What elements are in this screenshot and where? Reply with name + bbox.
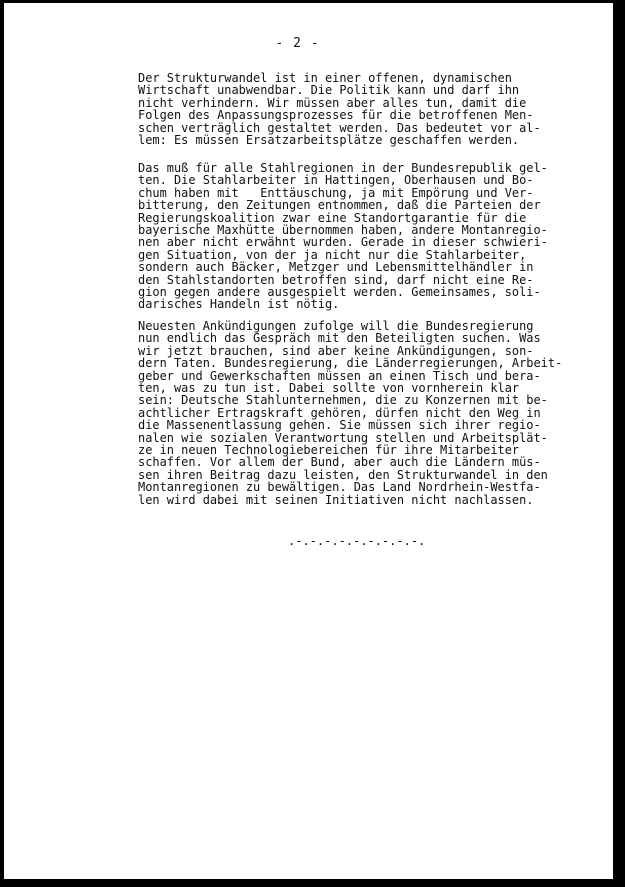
text-line: schaffen. Vor allem der Bund, aber auch die Ländern müs- (138, 455, 541, 470)
text-line: die Massenentlassung gehen. Sie müssen sich ihrer regio- (138, 418, 541, 433)
page-number: - 2 - (275, 36, 320, 51)
text-line: gion gegen andere ausgespielt werden. Gemeinsames, soli- (138, 285, 541, 300)
text-line: ten. Die Stahlarbeiter in Hattingen, Oberhausen und Bo- (138, 173, 534, 188)
paragraph-2 (138, 162, 568, 311)
text-line: Folgen des Anpassungsprozesses für die betroffenen Men- (138, 108, 534, 123)
closing-separator: .-.-.-.-.-.-.-.-.-. (288, 534, 426, 548)
text-line: chum haben mit Enttäuschung, ja mit Empörung und Ver- (138, 185, 534, 200)
text-line: geber und Gewerkschaften müssen an einen Tisch und bera- (138, 368, 541, 383)
text-line: Der Strukturwandel ist in einer offenen, dynamischen (138, 71, 512, 85)
text-line: nun endlich das Gespräch mit den Beteiligten suchen. Was (138, 331, 541, 346)
paragraph-3 (138, 320, 568, 506)
text-line: schen verträglich gestaltet werden. Das bedeutet vor al- (138, 120, 541, 135)
text-line: sondern auch Bäcker, Metzger und Lebensmittelhändler in (138, 260, 534, 275)
text-line: dern Taten. Bundesregierung, die Länderregierungen, Arbeit- (138, 356, 563, 371)
text-line: den Stahlstandorten betroffen sind, darf nicht eine Re- (138, 272, 534, 287)
text-line: wir jetzt brauchen, sind aber keine Ankündigungen, son- (138, 343, 534, 358)
text-line: gen Situation, von der ja nicht nur die Stahlarbeiter, (138, 247, 527, 262)
text-line: Regierungskoalition zwar eine Standortgarantie für die (138, 210, 527, 225)
text-line: Das muß für alle Stahlregionen in der Bundesrepublik gel- (138, 161, 548, 175)
text-line: lem: Es müssen Ersatzarbeitsplätze geschaffen werden. (138, 133, 520, 148)
text-line: sen ihren Beitrag dazu leisten, den Strukturwandel in den (138, 467, 548, 482)
text-line: Montanregionen zu bewältigen. Das Land Nordrhein-Westfa- (138, 480, 541, 495)
text-line: darisches Handeln ist nötig. (138, 297, 340, 312)
text-line: len wird dabei mit seinen Initiativen nicht nachlassen. (138, 492, 534, 507)
text-line: nalen wie sozialen Verantwortung stellen und Arbeitsplät- (138, 430, 548, 445)
text-line: Wirtschaft unabwendbar. Die Politik kann und darf ihn (138, 83, 520, 98)
text-line: Neuesten Ankündigungen zufolge will die Bundesregierung (138, 319, 534, 333)
text-line: bayerische Maxhütte übernommen haben, andere Montanregio- (138, 223, 548, 238)
text-line: sein: Deutsche Stahlunternehmen, die zu Konzernen mit be- (138, 393, 548, 408)
text-line: nicht verhindern. Wir müssen aber alles tun, damit die (138, 95, 527, 110)
text-line: ten, was zu tun ist. Dabei sollte von vornherein klar (138, 381, 520, 396)
text-line: bitterung, den Zeitungen entnommen, daß die Parteien der (138, 198, 541, 213)
paragraph-1 (138, 72, 568, 146)
text-line: achtlicher Ertragskraft gehören, dürfen nicht den Weg in (138, 405, 541, 420)
text-line: nen aber nicht erwähnt wurden. Gerade in dieser schwieri- (138, 235, 548, 250)
text-line: ze in neuen Technologiebereichen für ihre Mitarbeiter (138, 443, 520, 458)
